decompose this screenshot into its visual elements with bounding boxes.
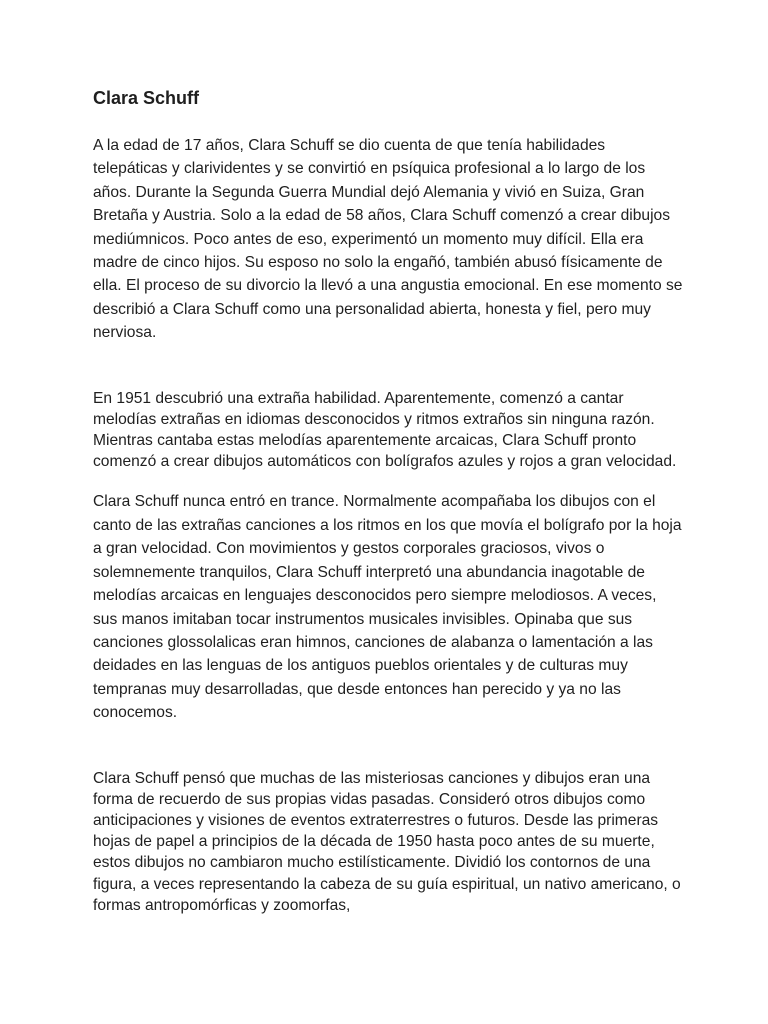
document-body (93, 86, 683, 916)
paragraph-3: Clara Schuff nunca entró en trance. Normalmente acompañaba los dibujos con el canto de las extrañas canciones a los ritmos en los que movía el bolígrafo por la hoja a gran velocidad. Con movimientos y gestos corporales graciosos, vivos o solemnemente tranquilos, Clara Schuff interpretó una abundancia inagotable de melodías arcaicas en lenguajes desconocidos pero siempre melodiosos. A veces, sus manos imitaban tocar instrumentos musicales invisibles. Opinaba que sus canciones glossolalicas eran himnos, canciones de alabanza o lamentación a las deidades en las lenguas de los antiguos pueblos orientales y de culturas muy tempranas muy desarrolladas, que desde entonces han perecido y ya no las conocemos. (93, 493, 682, 722)
page-title: Clara Schuff (93, 88, 200, 108)
paragraph-2: En 1951 descubrió una extraña habilidad. Aparentemente, comenzó a cantar melodías extrañas en idiomas desconocidos y ritmos extraños sin ninguna razón. Mientras cantaba estas melodías aparentemente arcaicas, Clara Schuff pronto comenzó a crear dibujos automáticos con bolígrafos azules y rojos a gran velocidad. (93, 389, 677, 471)
paragraph-1: A la edad de 17 años, Clara Schuff se dio cuenta de que tenía habilidades telepáticas y clarividentes y se convirtió en psíquica profesional a lo largo de los años. Durante la Segunda Guerra Mundial dejó Alemania y vivió en Suiza, Gran Bretaña y Austria. Solo a la edad de 58 años, Clara Schuff comenzó a crear dibujos mediúmnicos. Poco antes de eso, experimentó un momento muy difícil. Ella era madre de cinco hijos. Su esposo no solo la engañó, también abusó físicamente de ella. El proceso de su divorcio la llevó a una angustia emocional. En ese momento se describió a Clara Schuff como una personalidad abierta, honesta y fiel, pero muy nerviosa. (93, 137, 683, 342)
paragraph-4: Clara Schuff pensó que muchas de las misteriosas canciones y dibujos eran una forma de recuerdo de sus propias vidas pasadas. Consideró otros dibujos como anticipaciones y visiones de eventos extraterrestres o futuros. Desde las primeras hojas de papel a principios de la década de 1950 hasta poco antes de su muerte, estos dibujos no cambiaron mucho estilísticamente. Dividió los contornos de una figura, a veces representando la cabeza de su guía espiritual, un nativo americano, o formas antropomórficas y zoomorfas, (93, 769, 681, 914)
